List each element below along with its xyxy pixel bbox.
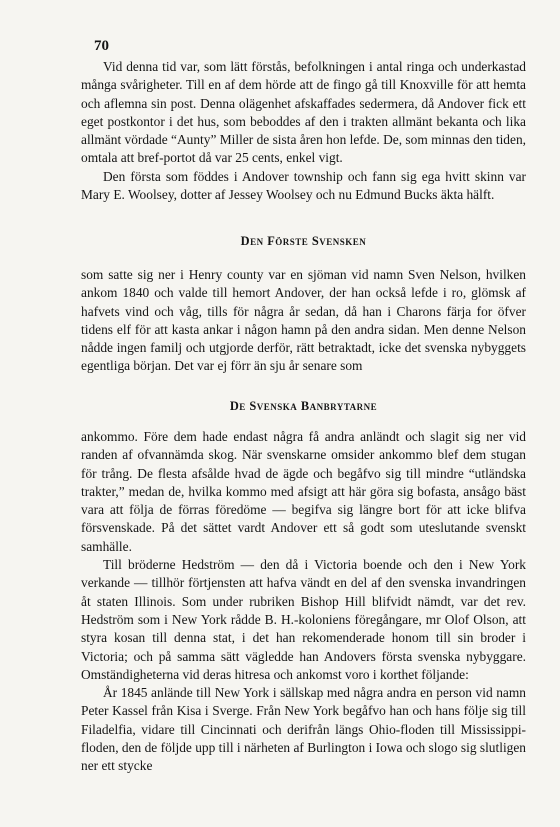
paragraph-kassel: År 1845 anlände till New York i sällskap med några andra en person vid namn Peter Kassel från Kisa i Sverge. Från New York begåfvo han och hans följe sig till Filadelfia, vidare till Cincinnati och derifrån längs Ohio-floden till Mississippi-floden, den de följde upp till i närheten af Burlington i Iowa och slogo sig slutligen ner ett stycke (81, 685, 526, 774)
page-number: 70 (94, 38, 109, 54)
section-heading-pioneers-wrapper (81, 397, 526, 415)
section-heading-first-swede: Den Förste Svensken (240, 234, 367, 248)
text-block-1 (81, 58, 526, 204)
text-block-2 (81, 266, 526, 376)
section-heading-pioneers: De Svenska Banbrytarne (229, 399, 378, 413)
paragraph-postal: Vid denna tid var, som lätt förstås, befolkningen i antal ringa och underkastad många svårigheter. Till en af dem hörde att de fingo gå till Knoxville för att hemta och aflemna sin post. Denna olägenhet afskaffades sedermera, då Andover fick ett eget postkontor i det hus, som beboddes af den i trakten allmänt bekanta och lika allmänt vördade “Aunty” Miller de sista åren hon lefde. De, som minnas den tiden, omtala att bref-portot då var 25 cents, enkel vigt. (81, 59, 526, 166)
text-block-3 (81, 428, 526, 776)
paragraph-sven-nelson: som satte sig ner i Henry county var en sjöman vid namn Sven Nelson, hvilken ankom 1840 och valde till hemort Andover, der han också lefde i ro, glömsk af hafvets vind och våg, tills för några år sedan, då han i Charons färja for öfver tidens elf för att kasta ankar i någon hamn på den andra sidan. Men denne Nelson nådde ingen familj och utgjorde derför, rätt betraktadt, icke det svenska nybyggets egentliga början. Det var ej förr än sju år senare som (81, 267, 526, 374)
section-heading-first-swede-wrapper (81, 232, 526, 250)
paragraph-hedstrom: Till bröderne Hedström — den då i Victoria boende och den i New York verkande — tillhör förtjensten att hafva vändt en del af den svenska invandringen åt staten Illinois. Som under rubriken Bishop Hill blifvidt nämdt, var det rev. Hedström som i New York rådde B. H.-koloniens föregångare, mr Olof Olson, att styra kosan till denna stat, i det han rekomenderade honom till sin broder i Victoria; och på samma sätt vägledde han Andovers första svenska nybyggare. Omständigheterna vid deras hitresa och ankomst voro i korthet följande: (81, 557, 526, 682)
paragraph-first-born: Den första som föddes i Andover township och fann sig ega hvitt skinn var Mary E. Woolsey, dotter af Jessey Woolsey och nu Edmund Bucks äkta hälft. (81, 168, 526, 203)
paragraph-arrival: ankommo. Före dem hade endast några få andra anländt och slagit sig ner vid randen af ofvannämda skog. När svenskarne omsider ankommo blef dem stugan för trång. De flesta afsålde hvad de ägde och begåfvo sig till mindre “utländska trakter,” medan de, hvilka kommo med afsigt att här göra sig bofasta, ansågo bäst vara att följa de förras föredöme — begifva sig längre bort för att icke blifva försvenskade. På det sättet vardt Andover ett så godt som uteslutande svenskt samhälle. (81, 429, 526, 554)
